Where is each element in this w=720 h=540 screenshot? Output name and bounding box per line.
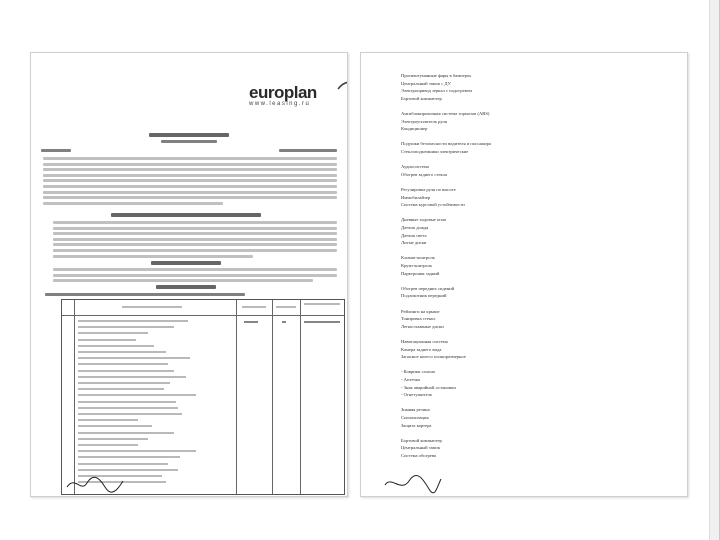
table-price-value	[304, 321, 340, 323]
table-text-line	[78, 438, 148, 440]
equipment-line: Рейлинги на крыше	[401, 308, 440, 314]
equipment-line: - Огнетушитель	[401, 392, 433, 398]
section-heading-1	[111, 213, 261, 217]
text-line	[53, 274, 337, 277]
equipment-line: Стеклоподъемники электрические	[401, 149, 469, 154]
table-text-line	[78, 469, 178, 471]
equipment-line: Навигационная система	[401, 339, 448, 344]
equipment-line: Аудиосистема	[401, 164, 429, 170]
equipment-line: Парктроник задний	[401, 270, 440, 276]
equipment-line: Защита картера	[401, 422, 432, 428]
table-text-line	[78, 363, 168, 365]
equipment-line: Тонировка стекол	[401, 316, 436, 322]
equipment-line: Электропривод зеркал с подогревом	[401, 88, 472, 94]
equipment-line: Бортовой компьютер	[401, 95, 442, 101]
text-line	[43, 196, 337, 199]
section-heading-2	[151, 261, 221, 265]
text-line	[53, 238, 337, 241]
text-line	[53, 279, 313, 282]
vertical-scrollbar[interactable]	[709, 0, 719, 540]
text-line	[53, 232, 337, 235]
table-text-line	[78, 320, 188, 322]
equipment-line: Противотуманные фары в бамперах	[401, 73, 472, 78]
vehicle-specification-table	[61, 299, 345, 495]
text-line	[53, 268, 337, 271]
equipment-line: Круиз-контроль	[401, 263, 433, 268]
table-text-line	[78, 394, 196, 396]
text-line	[43, 179, 337, 182]
text-line	[53, 255, 253, 258]
text-line	[53, 249, 337, 252]
equipment-line: Легкосплавные диски	[401, 323, 444, 329]
equipment-line: Датчик дождя	[401, 225, 429, 230]
logo-wordmark: europlan	[249, 83, 317, 102]
equipment-line: Подлокотник передний	[401, 293, 447, 299]
contract-title	[149, 133, 229, 137]
equipment-line: Литые диски	[401, 240, 427, 246]
table-header-unit	[242, 306, 266, 308]
logo-swoosh-icon	[337, 81, 348, 91]
equipment-line: Подушки безопасности водителя и пассажира	[401, 141, 491, 147]
table-text-line	[78, 407, 178, 409]
equipment-line: - Аптечка	[401, 377, 420, 382]
document-page-1	[30, 52, 348, 497]
section-heading-3	[156, 285, 216, 289]
equipment-line: Сигнализация	[401, 415, 429, 420]
table-text-line	[78, 401, 176, 403]
table-text-line	[78, 332, 148, 334]
equipment-line: Центральный замок	[401, 445, 441, 451]
table-text-line	[78, 456, 180, 458]
contract-city	[41, 149, 71, 152]
table-text-line	[78, 370, 174, 372]
equipment-line: Зимняя резина	[401, 407, 430, 413]
table-text-line	[78, 388, 164, 390]
table-text-line	[78, 382, 170, 384]
text-line	[53, 243, 337, 246]
equipment-line: Запасное колесо полноразмерное	[401, 354, 466, 360]
table-text-line	[78, 345, 154, 347]
table-text-line	[78, 444, 138, 446]
equipment-line: Электроусилитель руля	[401, 118, 447, 124]
equipment-line: Антиблокировочная система тормозов (ABS)	[401, 111, 490, 116]
equipment-line: Кондиционер	[401, 126, 428, 132]
text-line	[43, 202, 223, 205]
equipment-line: Дневные ходовые огни	[401, 217, 446, 223]
text-line	[43, 174, 337, 177]
equipment-line: Обогрев заднего стекла	[401, 171, 448, 177]
contract-number	[161, 140, 217, 143]
text-line	[43, 185, 337, 188]
logo-website: www.leasing.ru	[249, 101, 311, 107]
table-text-line	[78, 432, 174, 434]
table-text-line	[78, 425, 152, 427]
equipment-line: Обогрев передних сидений	[401, 285, 455, 291]
text-line	[43, 157, 337, 160]
table-text-line	[78, 339, 136, 341]
table-header-name	[122, 306, 182, 308]
equipment-line: Бортовой компьютер	[401, 437, 442, 443]
text-line	[43, 163, 337, 166]
table-header-row	[62, 300, 344, 316]
text-line	[43, 191, 337, 194]
equipment-line: Система курсовой устойчивости	[401, 202, 465, 208]
table-text-line	[78, 357, 190, 359]
equipment-line: Иммобилайзер	[401, 194, 431, 200]
text-line	[43, 168, 337, 171]
equipment-line: Датчик света	[401, 232, 427, 238]
table-text-line	[78, 419, 138, 421]
europlan-logo	[249, 83, 348, 117]
table-text-line	[78, 376, 186, 378]
equipment-line: Климат-контроль	[401, 255, 435, 261]
table-text-line	[78, 463, 168, 465]
section-3-line	[45, 293, 245, 296]
table-text-line	[78, 413, 182, 415]
text-line	[53, 227, 337, 230]
signature-left	[65, 473, 125, 495]
equipment-line: Система обогрева	[401, 453, 436, 458]
table-header-qty	[276, 306, 296, 308]
equipment-line: - Знак аварийной остановки	[401, 384, 456, 390]
document-page-2	[360, 52, 688, 497]
table-text-line	[78, 450, 196, 452]
text-line	[53, 221, 337, 224]
table-qty-value	[282, 321, 286, 323]
table-text-line	[78, 351, 166, 353]
equipment-line: Центральный замок с ДУ	[401, 80, 451, 86]
contract-date	[279, 149, 337, 152]
equipment-line: Регулировка руля по высоте	[401, 187, 456, 192]
equipment-line: - Коврики салона	[401, 369, 435, 375]
table-header-price	[304, 303, 340, 305]
table-text-line	[78, 326, 174, 328]
equipment-line: Камера заднего вида	[401, 346, 442, 352]
signature-right	[383, 473, 443, 495]
table-unit-value	[244, 321, 258, 323]
